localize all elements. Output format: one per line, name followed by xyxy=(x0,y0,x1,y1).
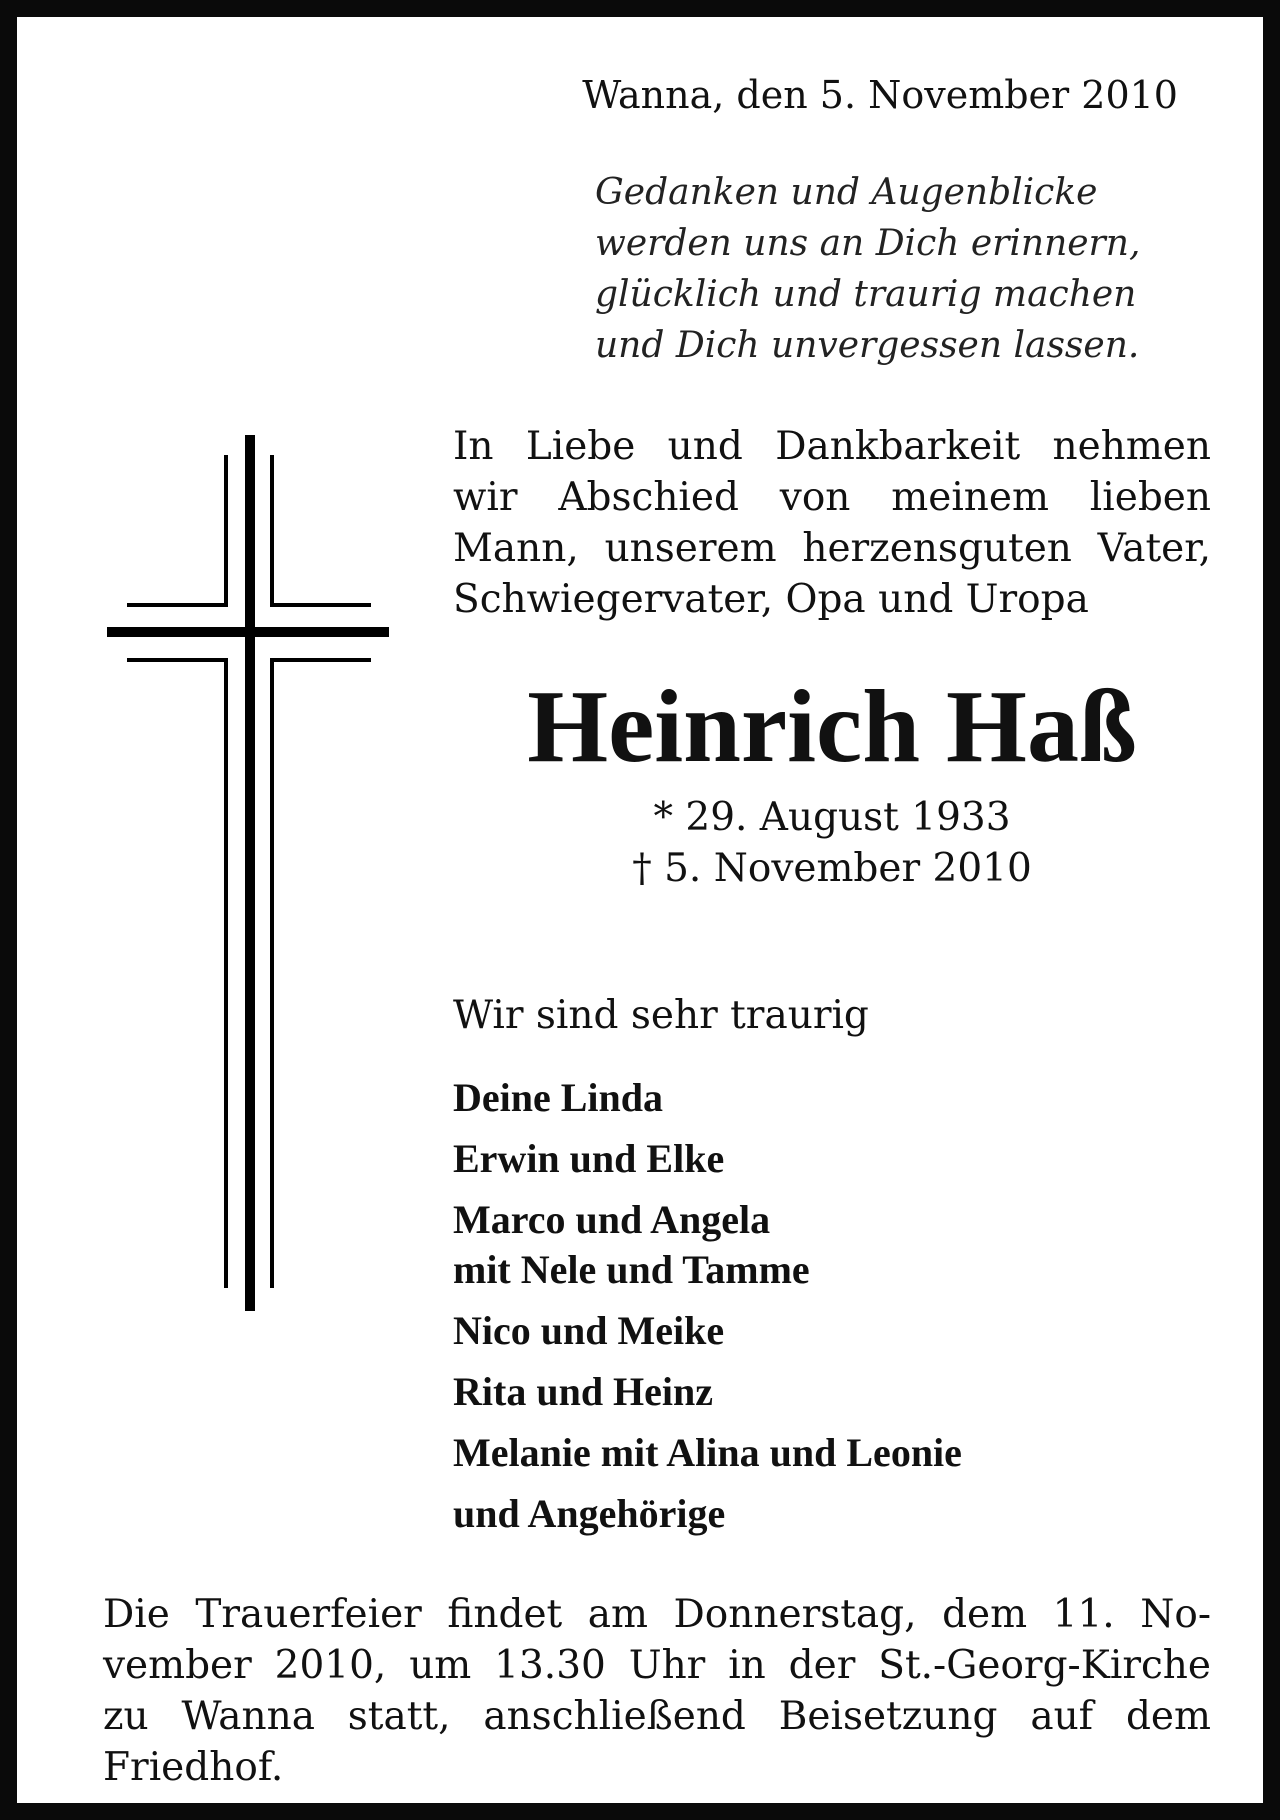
death-date: † 5. November 2010 xyxy=(632,846,1032,891)
family-entry-line: Marco und Angela xyxy=(453,1197,771,1242)
intro-text xyxy=(453,421,1211,625)
family-entry-line: Deine Linda xyxy=(453,1075,664,1120)
family-entry xyxy=(453,1134,1213,1184)
intro-line: Schwiegervater, Opa und Uropa xyxy=(453,577,1089,622)
family-entry xyxy=(453,1073,1213,1123)
family-entry-line: und Angehörige xyxy=(453,1491,726,1536)
service-line: vember 2010, um 13.30 Uhr in der St.-Georg-Kirche xyxy=(103,1643,1211,1688)
poem xyxy=(595,167,1235,371)
family-list xyxy=(453,1073,1213,1550)
intro-line: In Liebe und Dankbarkeit nehmen xyxy=(453,424,1211,469)
service-line: Friedhof. xyxy=(103,1745,284,1790)
poem-line: Gedanken und Augenblicke xyxy=(595,172,1098,213)
place-date: Wanna, den 5. November 2010 xyxy=(582,73,1178,117)
family-entry xyxy=(453,1367,1213,1417)
funeral-service-text xyxy=(103,1589,1211,1793)
birth-date: * 29. August 1933 xyxy=(653,795,1011,840)
cross-icon xyxy=(107,435,389,1311)
family-entry xyxy=(453,1428,1213,1478)
intro-line: wir Abschied von meinem lieben xyxy=(453,475,1211,520)
service-line: Die Trauerfeier findet am Donnerstag, dem 11. No- xyxy=(103,1592,1211,1637)
family-entry-line: Nico und Meike xyxy=(453,1308,725,1353)
life-dates xyxy=(453,792,1211,894)
deceased-name: Heinrich Haß xyxy=(527,669,1137,784)
mourning-line: Wir sind sehr traurig xyxy=(453,993,869,1038)
family-entry-line: Rita und Heinz xyxy=(453,1369,714,1414)
family-entry-line: mit Nele und Tamme xyxy=(453,1247,810,1292)
poem-line: werden uns an Dich erinnern, xyxy=(595,223,1141,264)
service-line: zu Wanna statt, anschließend Beisetzung auf dem xyxy=(103,1694,1211,1739)
family-entry xyxy=(453,1195,1213,1295)
family-entry-line: Erwin und Elke xyxy=(453,1136,725,1181)
family-entry xyxy=(453,1306,1213,1356)
intro-line: Mann, unserem herzensguten Vater, xyxy=(453,526,1211,571)
family-entry-line: Melanie mit Alina und Leonie xyxy=(453,1430,962,1475)
family-entry xyxy=(453,1489,1213,1539)
poem-line: und Dich unvergessen lassen. xyxy=(595,325,1140,366)
poem-line: glücklich und traurig machen xyxy=(595,274,1137,315)
